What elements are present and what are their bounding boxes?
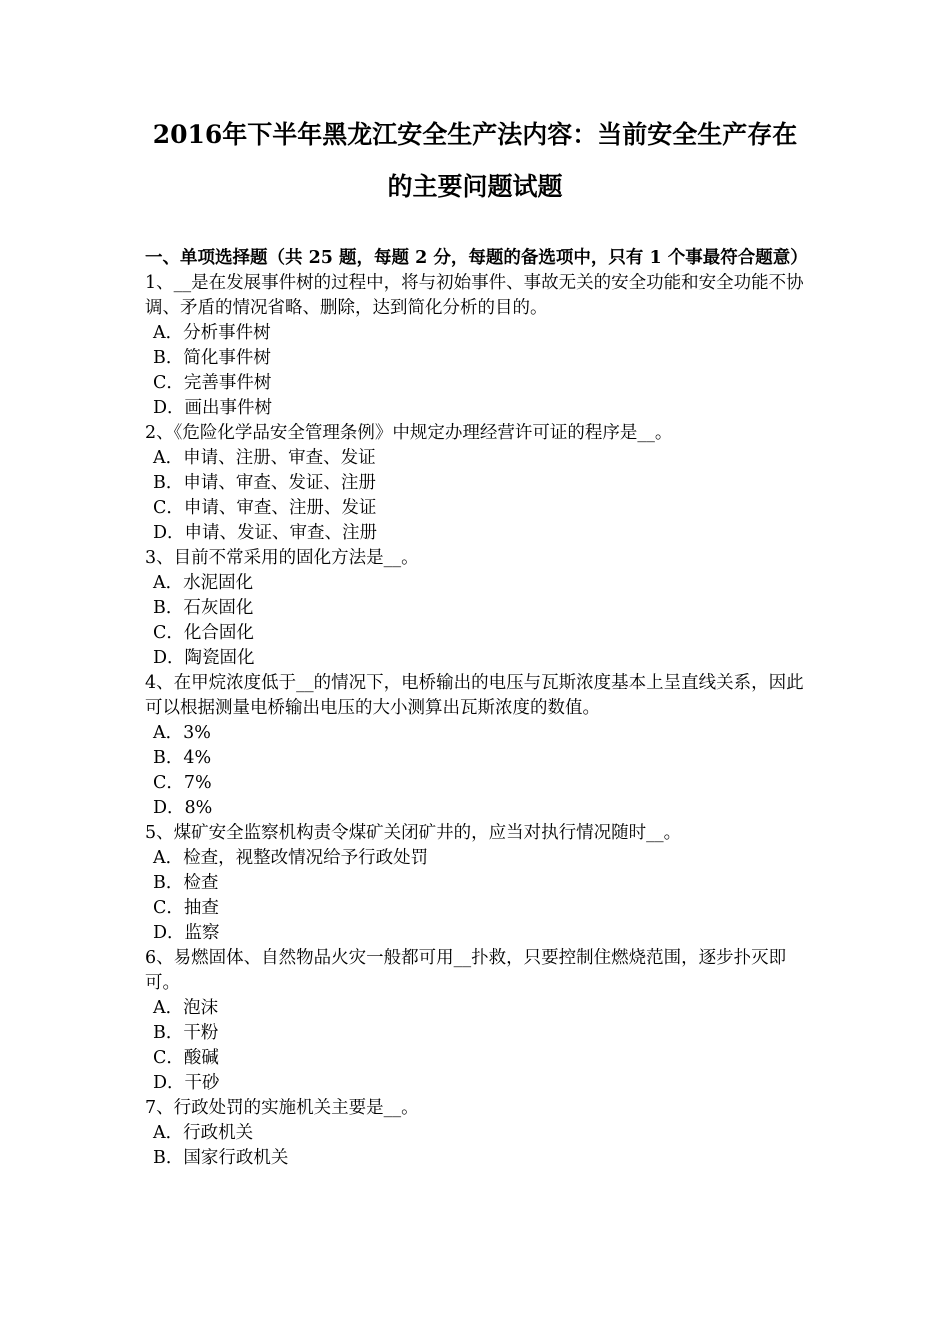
option-b: B．简化事件树	[153, 348, 271, 368]
question-text: 5、煤矿安全监察机构责令煤矿关闭矿井的，应当对执行情况随时__。	[145, 823, 682, 843]
option-list	[145, 321, 810, 421]
document-title-line-2: 的主要问题试题	[387, 172, 563, 201]
option-c: C．申请、审查、注册、发证	[153, 498, 377, 518]
document-body	[145, 246, 810, 1171]
option-list	[145, 571, 810, 671]
option-c: C．抽查	[153, 898, 219, 918]
option-a: A．3%	[153, 723, 211, 743]
question-6	[145, 946, 810, 1096]
option-d: D．干砂	[153, 1073, 220, 1093]
question-7	[145, 1096, 810, 1171]
option-a: A．行政机关	[153, 1123, 254, 1143]
question-3	[145, 546, 810, 671]
question-2	[145, 421, 810, 546]
option-a: A．检查，视整改情况给予行政处罚	[153, 848, 429, 868]
option-d: D．陶瓷固化	[153, 648, 255, 668]
option-c: C．7%	[153, 773, 212, 793]
option-list	[145, 1121, 810, 1171]
option-list	[145, 996, 810, 1096]
question-text: 3、目前不常采用的固化方法是__。	[145, 548, 419, 568]
section-heading: 一、单项选择题（共 25 题，每题 2 分，每题的备选项中，只有 1 个事最符合题意）	[145, 248, 808, 268]
question-text: 2、《危险化学品安全管理条例》中规定办理经营许可证的程序是__。	[145, 423, 673, 443]
option-a: A．分析事件树	[153, 323, 271, 343]
option-b: B．4%	[153, 748, 212, 768]
option-a: A．泡沫	[153, 998, 219, 1018]
document-title-line-1: 2016年下半年黑龙江安全生产法内容：当前安全生产存在	[152, 120, 798, 149]
option-c: C．完善事件树	[153, 373, 272, 393]
question-text: 6、易燃固体、自然物品火灾一般都可用__扑救，只要控制住燃烧范围，逐步扑灭即可。	[145, 948, 787, 993]
option-d: D．监察	[153, 923, 220, 943]
option-b: B．申请、审查、发证、注册	[153, 473, 376, 493]
question-4	[145, 671, 810, 821]
option-c: C．酸碱	[153, 1048, 219, 1068]
option-d: D．画出事件树	[153, 398, 273, 418]
option-list	[145, 721, 810, 821]
option-b: B．干粉	[153, 1023, 219, 1043]
option-d: D．申请、发证、审查、注册	[153, 523, 378, 543]
option-b: B．国家行政机关	[153, 1148, 289, 1168]
question-text: 4、在甲烷浓度低于__的情况下，电桥输出的电压与瓦斯浓度基本上呈直线关系，因此可以根据测量电桥输出电压的大小测算出瓦斯浓度的数值。	[145, 673, 804, 718]
question-5	[145, 821, 810, 946]
option-list	[145, 846, 810, 946]
option-d: D．8%	[153, 798, 213, 818]
question-1	[145, 271, 810, 421]
question-text: 7、行政处罚的实施机关主要是__。	[145, 1098, 419, 1118]
option-b: B．检查	[153, 873, 219, 893]
option-a: A．申请、注册、审查、发证	[153, 448, 376, 468]
option-a: A．水泥固化	[153, 573, 254, 593]
question-text: 1、__是在发展事件树的过程中，将与初始事件、事故无关的安全功能和安全功能不协调、矛盾的情况省略、删除，达到简化分析的目的。	[145, 273, 804, 318]
option-c: C．化合固化	[153, 623, 254, 643]
option-b: B．石灰固化	[153, 598, 254, 618]
option-list	[145, 446, 810, 546]
